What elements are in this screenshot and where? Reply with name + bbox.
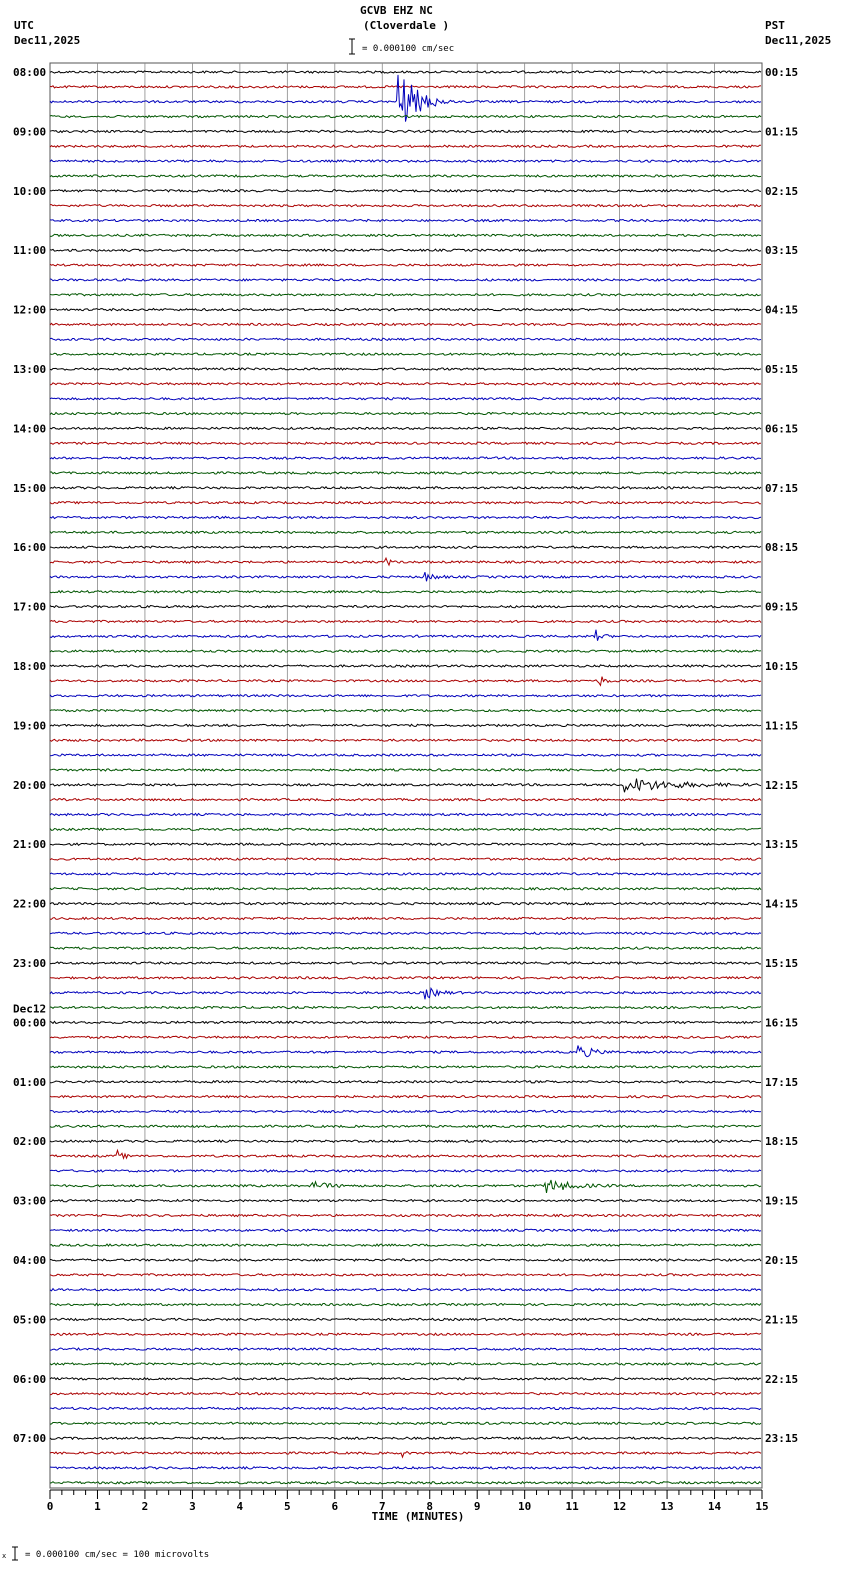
x-tick-label: 2 <box>141 1500 149 1513</box>
pst-hour-label: 07:15 <box>765 481 799 495</box>
utc-hour-label: 16:00 <box>13 541 47 555</box>
trace-line <box>50 799 761 801</box>
trace-line <box>50 988 761 999</box>
x-tick-label: 15 <box>755 1500 769 1513</box>
pst-hour-label: 00:15 <box>765 66 799 79</box>
trace-line <box>50 1081 761 1083</box>
utc-hour-label: 01:00 <box>13 1075 47 1089</box>
trace-line <box>50 947 761 949</box>
trace-line <box>50 1393 761 1395</box>
trace-line <box>50 724 761 726</box>
trace-line <box>50 917 761 919</box>
trace-line <box>50 1437 761 1439</box>
utc-hour-label: 06:00 <box>13 1372 47 1386</box>
trace-line <box>50 175 761 177</box>
trace-line <box>50 1170 761 1172</box>
pst-hour-label: 08:15 <box>765 541 799 555</box>
trace-line <box>50 1378 761 1380</box>
utc-hour-label: 22:00 <box>13 897 47 911</box>
pst-hour-label: 19:15 <box>765 1194 799 1208</box>
footer-scale-note: = 0.000100 cm/sec = 100 microvolts <box>25 1550 210 1560</box>
trace-line <box>50 516 761 518</box>
utc-hour-label: 18:00 <box>13 660 47 673</box>
trace-line <box>50 1452 761 1458</box>
trace-line <box>50 1467 761 1469</box>
x-tick-label: 6 <box>331 1500 339 1513</box>
trace-line <box>50 442 761 444</box>
trace-line <box>50 160 761 162</box>
pst-hour-label: 18:15 <box>765 1135 799 1149</box>
station-title: GCVB EHZ NC <box>360 4 433 17</box>
trace-line <box>50 323 761 325</box>
pst-hour-label: 02:15 <box>765 184 799 198</box>
x-axis-title: TIME (MINUTES) <box>371 1510 465 1523</box>
day-change-label: Dec12 <box>13 1002 47 1016</box>
pst-hour-label: 11:15 <box>765 719 799 733</box>
trace-line <box>50 1021 761 1023</box>
pst-date-label: Dec11,2025 <box>765 34 832 47</box>
trace-line <box>50 695 761 697</box>
trace-line <box>50 353 761 355</box>
utc-hour-label: 09:00 <box>13 125 47 139</box>
x-tick-label: 5 <box>284 1500 291 1513</box>
trace-line <box>50 769 761 771</box>
pst-hour-label: 06:15 <box>765 422 799 436</box>
trace-line <box>50 1214 761 1216</box>
utc-hour-label: 11:00 <box>13 244 47 258</box>
trace-line <box>50 888 761 890</box>
trace-line <box>50 279 761 281</box>
trace-line <box>50 219 761 221</box>
trace-line <box>50 813 761 815</box>
pst-hour-label: 16:15 <box>765 1016 799 1030</box>
trace-line <box>50 1289 761 1291</box>
trace-line <box>50 1007 761 1009</box>
trace-line <box>50 1110 761 1112</box>
x-tick-label: 12 <box>612 1500 627 1513</box>
trace-line <box>50 249 761 251</box>
trace-line <box>50 427 761 429</box>
trace-line <box>50 1125 761 1127</box>
trace-line <box>50 606 761 608</box>
trace-line <box>50 546 761 548</box>
trace-line <box>50 977 761 979</box>
utc-hour-label: 08:00 <box>13 66 47 79</box>
trace-line <box>50 903 761 905</box>
trace-line <box>50 591 761 593</box>
trace-line <box>50 457 761 459</box>
trace-line <box>50 572 761 581</box>
utc-hour-label: 20:00 <box>13 778 47 792</box>
trace-line <box>50 75 761 122</box>
trace-line <box>50 1407 761 1409</box>
trace-line <box>50 1096 761 1098</box>
trace-line <box>50 1274 761 1276</box>
trace-line <box>50 1422 761 1424</box>
x-tick-label: 10 <box>518 1500 532 1513</box>
trace-line <box>50 413 761 415</box>
trace-line <box>50 1140 761 1142</box>
trace-line <box>50 502 761 504</box>
pst-hour-label: 05:15 <box>765 363 799 376</box>
trace-line <box>50 487 761 489</box>
utc-hour-label: 02:00 <box>13 1135 47 1149</box>
trace-line <box>50 843 761 845</box>
trace-line <box>50 1066 761 1068</box>
pst-hour-label: 13:15 <box>765 838 799 852</box>
utc-hour-label: 12:00 <box>13 303 47 317</box>
footer-corner-mark: x <box>2 1552 7 1560</box>
utc-hour-label: 05:00 <box>13 1313 47 1327</box>
pst-tz-label: PST <box>765 19 785 32</box>
utc-hour-label: 15:00 <box>13 481 47 495</box>
pst-hour-label: 14:15 <box>765 897 799 911</box>
trace-line <box>50 665 761 667</box>
pst-hour-label: 15:15 <box>765 957 799 970</box>
trace-line <box>50 205 761 207</box>
x-tick-label: 8 <box>426 1500 434 1513</box>
utc-hour-label: 14:00 <box>13 422 47 436</box>
trace-line <box>50 1229 761 1231</box>
utc-hour-label: 04:00 <box>13 1254 47 1267</box>
trace-line <box>50 1333 761 1335</box>
trace-line <box>50 71 761 73</box>
x-tick-label: 9 <box>473 1500 481 1513</box>
x-tick-label: 3 <box>189 1500 196 1513</box>
trace-line <box>50 873 761 875</box>
trace-line <box>50 620 761 622</box>
pst-hour-label: 20:15 <box>765 1254 799 1267</box>
trace-line <box>50 932 761 934</box>
pst-hour-label: 09:15 <box>765 600 799 614</box>
trace-line <box>50 368 761 370</box>
trace-line <box>50 650 761 652</box>
trace-line <box>50 1046 761 1057</box>
trace-line <box>50 264 761 266</box>
trace-line <box>50 1180 761 1193</box>
trace-line <box>50 1304 761 1306</box>
pst-hour-label: 04:15 <box>765 303 799 317</box>
utc-hour-label: 10:00 <box>13 184 47 198</box>
trace-line <box>50 739 761 741</box>
trace-line <box>50 145 761 147</box>
trace-line <box>50 309 761 311</box>
x-tick-label: 13 <box>660 1500 674 1513</box>
pst-hour-label: 22:15 <box>765 1372 799 1386</box>
trace-line <box>50 130 761 132</box>
utc-hour-label: 19:00 <box>13 719 47 733</box>
x-tick-label: 4 <box>236 1500 244 1513</box>
trace-line <box>50 1200 761 1202</box>
scale-text: = 0.000100 cm/sec <box>362 44 455 54</box>
utc-hour-label: 00:00 <box>13 1016 47 1030</box>
x-tick-label: 1 <box>94 1500 101 1513</box>
utc-hour-label: 03:00 <box>13 1194 47 1208</box>
pst-hour-label: 10:15 <box>765 660 799 673</box>
trace-line <box>50 86 761 88</box>
trace-line <box>50 531 761 533</box>
utc-date-label: Dec11,2025 <box>14 34 81 47</box>
pst-hour-label: 21:15 <box>765 1313 799 1327</box>
utc-hour-label: 21:00 <box>13 838 47 852</box>
trace-line <box>50 398 761 400</box>
utc-hour-label: 17:00 <box>13 600 47 614</box>
trace-line <box>50 558 761 565</box>
trace-line <box>50 710 761 712</box>
pst-hour-label: 17:15 <box>765 1075 799 1089</box>
trace-line <box>50 1363 761 1365</box>
trace-line <box>50 338 761 340</box>
trace-line <box>50 677 761 686</box>
trace-line <box>50 1259 761 1261</box>
trace-line <box>50 1348 761 1350</box>
trace-line <box>50 1036 761 1038</box>
trace-line <box>50 828 761 830</box>
station-location: (Cloverdale ) <box>363 19 450 32</box>
utc-hour-label: 23:00 <box>13 957 47 970</box>
x-tick-label: 14 <box>707 1500 722 1513</box>
trace-line <box>50 234 761 236</box>
utc-tz-label: UTC <box>14 19 34 32</box>
trace-line <box>50 472 761 474</box>
trace-line <box>50 1150 761 1158</box>
pst-hour-label: 23:15 <box>765 1432 799 1446</box>
trace-line <box>50 1482 761 1484</box>
trace-line <box>50 754 761 756</box>
trace-line <box>50 1318 761 1320</box>
trace-line <box>50 779 761 793</box>
trace-line <box>50 630 761 641</box>
trace-line <box>50 190 761 192</box>
trace-line <box>50 962 761 964</box>
pst-hour-label: 12:15 <box>765 778 799 792</box>
plot-frame <box>50 63 762 1488</box>
x-tick-label: 0 <box>46 1500 54 1513</box>
pst-hour-label: 01:15 <box>765 125 799 139</box>
utc-hour-label: 13:00 <box>13 363 47 376</box>
trace-line <box>50 294 761 296</box>
x-tick-label: 7 <box>378 1500 386 1513</box>
trace-line <box>50 1244 761 1246</box>
trace-line <box>50 383 761 385</box>
pst-hour-label: 03:15 <box>765 244 799 258</box>
x-tick-label: 11 <box>565 1500 579 1513</box>
trace-line <box>50 858 761 860</box>
utc-hour-label: 07:00 <box>13 1432 47 1446</box>
